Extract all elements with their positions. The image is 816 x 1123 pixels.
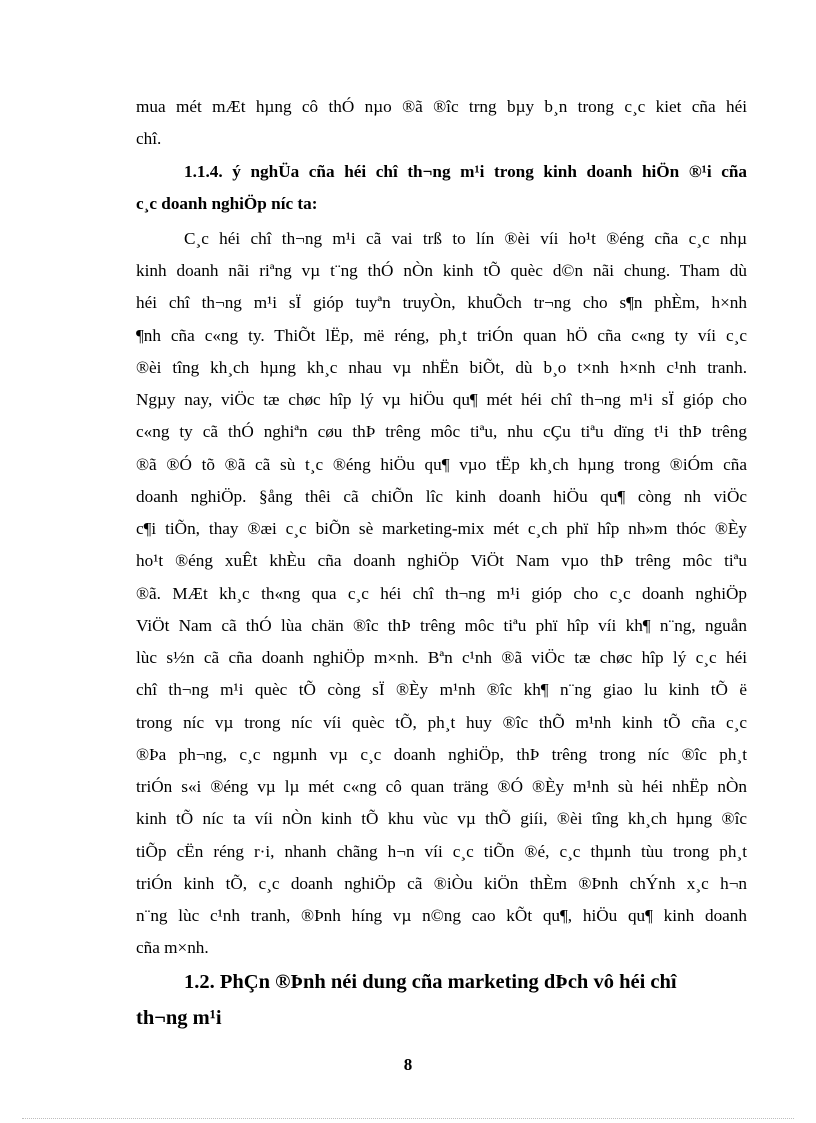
footer-divider — [22, 1118, 794, 1119]
paragraph-line: ®ã ®Ó tõ ®ã cã sù t¸c ®éng hiÖu qu¶ vµo tËp kh¸ch hµng trong ®iÓm cña — [136, 455, 747, 474]
page-number: 8 — [403, 1055, 413, 1074]
paragraph-line-last: cña m×nh. — [136, 938, 209, 957]
subheading-line-2: th¬ng m¹i — [136, 1007, 222, 1029]
paragraph-line: lùc s½n cã cña doanh nghiÖp m×nh. Bªn c¹nh ®ã viÖc tæ chøc hîp lý c¸c héi — [136, 648, 747, 667]
paragraph-line: c«ng ty cã thÓ nghiªn cøu thÞ trêng môc tiªu, nhu cÇu tiªu dïng t¹i thÞ trêng — [136, 422, 747, 441]
paragraph-line: héi chî th¬ng m¹i sÏ gióp tuyªn truyÒn, khuÕch tr¬ng cho s¶n phÈm, h×nh — [136, 293, 747, 312]
paragraph-line: C¸c héi chî th¬ng m¹i cã vai trß to lín ®èi víi ho¹t ®éng cña c¸c nhµ — [184, 229, 747, 248]
paragraph-line: ho¹t ®éng xuÊt khÈu cña doanh nghiÖp ViÖt Nam vµo thÞ trêng môc tiªu — [136, 551, 747, 570]
paragraph-line: kinh doanh nãi riªng vµ t¨ng thÓ nÒn kinh tÕ quèc d©n nãi chung. Tham dù — [136, 261, 747, 280]
paragraph-line: c¶i tiÕn, thay ®æi c¸c biÕn sè marketing-mix mét c¸ch phï hîp nh»m thóc ®Èy — [136, 519, 747, 538]
paragraph-line: triÓn s«i ®éng vµ lµ mét c«ng cô quan träng ®Ó ®Èy m¹nh sù héi nhËp nÒn — [136, 777, 747, 796]
paragraph-line: tiÕp cËn réng r·i, nhanh chãng h¬n víi c¸c tiÕn ®é, c¸c thµnh tùu trong ph¸t — [136, 842, 747, 861]
paragraph-line: ®ã. MÆt kh¸c th«ng qua c¸c héi chî th¬ng m¹i gióp cho c¸c doanh nghiÖp — [136, 584, 747, 603]
intro-line-2: chî. — [136, 129, 162, 148]
paragraph-line: n¨ng lùc c¹nh tranh, ®Þnh híng vµ n©ng cao kÕt qu¶, hiÖu qu¶ kinh doanh — [136, 906, 747, 925]
paragraph-line: Ngµy nay, viÖc tæ chøc hîp lý vµ hiÖu qu¶ mét héi chî th¬ng m¹i sÏ gióp cho — [136, 390, 747, 409]
paragraph-line: ®Þa ph¬ng, c¸c ngµnh vµ c¸c doanh nghiÖp, thÞ trêng trong níc ®îc ph¸t — [136, 745, 747, 764]
paragraph-line: ®èi tîng kh¸ch hµng kh¸c nhau vµ nhËn biÕt, dù b¸o t×nh h×nh c¹nh tranh. — [136, 358, 747, 377]
section-heading-line-2: c¸c doanh nghiÖp níc ta: — [136, 194, 318, 213]
paragraph-line: ¶nh cña c«ng ty. ThiÕt lËp, më réng, ph¸t triÓn quan hÖ cña c«ng ty víi c¸c — [136, 326, 747, 345]
paragraph-line: ViÖt Nam cã thÓ lùa chän ®îc thÞ trêng môc tiªu phï hîp víi kh¶ n¨ng, nguån — [136, 616, 747, 635]
paragraph-line: triÓn kinh tÕ, c¸c doanh nghiÖp cã ®iÒu kiÖn thÈm ®Þnh chÝnh x¸c h¬n — [136, 874, 747, 893]
paragraph-line: trong níc vµ trong níc víi quèc tÕ, ph¸t huy ®îc thÕ m¹nh kinh tÕ cña c¸c — [136, 713, 747, 732]
subheading-line-1: 1.2. PhÇn ®Þnh néi dung cña marketing dÞch vô héi chî — [184, 971, 677, 993]
section-heading-line-1: 1.1.4. ý nghÜa cña héi chî th¬ng m¹i trong kinh doanh hiÖn ®¹i cña — [184, 162, 747, 181]
paragraph-line: doanh nghiÖp. §ång thêi cã chiÕn lîc kinh doanh hiÖu qu¶ còng nh viÖc — [136, 487, 747, 506]
intro-line-1: mua mét mÆt hµng cô thÓ nµo ®ã ®îc trng bµy b¸n trong c¸c kiet cña héi — [136, 97, 747, 116]
paragraph-line: chî th¬ng m¹i quèc tÕ còng sÏ ®Èy m¹nh ®îc kh¶ n¨ng giao lu kinh tÕ ë — [136, 680, 747, 699]
paragraph-line: kinh tÕ níc ta víi nÒn kinh tÕ khu vùc vµ thÕ giíi, ®èi tîng kh¸ch hµng ®îc — [136, 809, 747, 828]
